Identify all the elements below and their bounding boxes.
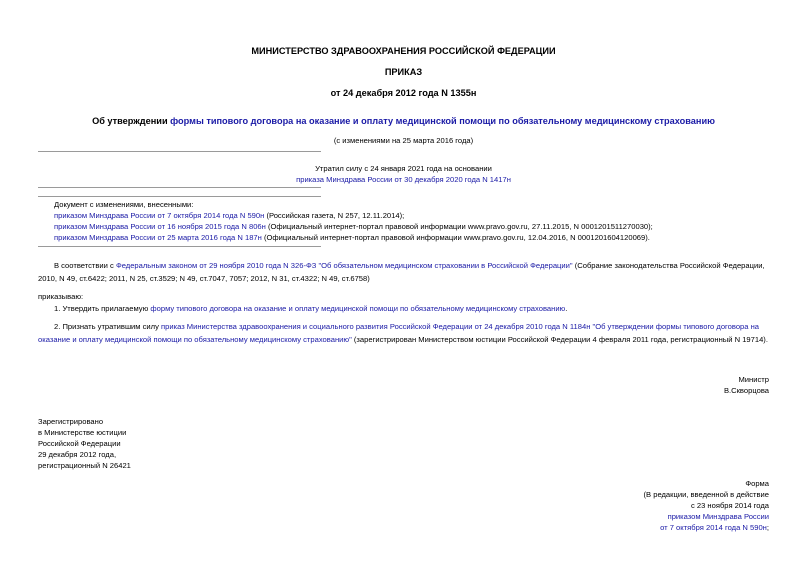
preamble-source: (Собрание законодательства Российской Федерации, 2010, N 49, ст.6422; 2011, N 25, ст.3529; N 49, ст.7047, 7057; 2012, N 31, ст.4322; N 49, ст.6758) — [38, 261, 765, 283]
divider — [38, 246, 321, 247]
signature-name: В.Скворцова — [723, 386, 769, 395]
amendment-item — [54, 210, 404, 221]
clause-2 — [38, 321, 769, 346]
clause-1-end: . — [565, 304, 568, 313]
amendment-link[interactable]: приказом Минздрава России от 16 ноября 2015 года N 806н — [54, 222, 266, 231]
registration-line: регистрационный N 26421 — [38, 461, 131, 470]
clause-2-text: 2. Признать утратившим силу — [54, 322, 161, 331]
order-word: ПРИКАЗ — [384, 67, 423, 77]
document-title — [0, 116, 807, 126]
registration-line: в Министерстве юстиции — [38, 428, 127, 437]
form-word: Форма — [745, 479, 769, 488]
clause-1 — [54, 303, 567, 314]
registration-line: Зарегистрировано — [38, 417, 104, 426]
amendment-source: (Официальный интернет-портал правовой информации www.pravo.gov.ru, 27.11.2015, N 0001201511270030); — [265, 222, 653, 231]
form-edition-order — [660, 522, 769, 533]
signature-role: Министр — [738, 375, 769, 384]
amendment-source: (Российская газета, N 257, 12.11.2014); — [264, 211, 405, 220]
clause-1-text: 1. Утвердить прилагаемую — [54, 304, 151, 313]
expired-link[interactable]: приказа Минздрава России от 30 декабря 2020 года N 1417н — [296, 175, 511, 184]
amendment-item — [54, 221, 653, 232]
order-date: от 24 декабря 2012 года N 1355н — [330, 88, 477, 98]
expired-line: Утратил силу с 24 января 2021 года на основании — [315, 164, 492, 173]
amendment-link[interactable]: приказом Минздрава России от 7 октября 2014 года N 590н — [54, 211, 265, 220]
ministry-name: МИНИСТЕРСТВО ЗДРАВООХРАНЕНИЯ РОССИЙСКОЙ ФЕДЕРАЦИИ — [251, 46, 556, 56]
form-edition-date: с 23 ноября 2014 года — [690, 501, 769, 510]
divider — [38, 187, 321, 188]
amendment-link[interactable]: приказом Минздрава России от 25 марта 2016 года N 187н — [54, 233, 262, 242]
divider — [38, 196, 321, 197]
amendment-source: (Официальный интернет-портал правовой информации www.pravo.gov.ru, 12.04.2016, N 0001201604120069). — [261, 233, 650, 242]
form-edition-link[interactable]: приказом Минздрава России — [667, 512, 769, 521]
registration-line: Российской Федерации — [38, 439, 121, 448]
title-link[interactable]: формы типового договора на оказание и оплату медицинской помощи по обязательному медицинскому страхованию — [170, 116, 715, 126]
repealed-order-link[interactable]: приказ Министерства здравоохранения и социального развития Российской Федерации от 24 декабря 2010 года N 1184н "Об утверждении формы типового договора на оказание и оплату медицинской помощи по обязательному медицинскому страхованию" — [38, 322, 760, 344]
title-prefix: Об утверждении — [92, 116, 171, 126]
form-edition-line: (В редакции, введенной в действие — [643, 490, 769, 499]
form-edition-tail: ; — [766, 523, 769, 532]
divider — [38, 151, 321, 152]
registration-line: 29 декабря 2012 года, — [38, 450, 117, 459]
preamble-paragraph — [38, 260, 769, 285]
form-link[interactable]: форму типового договора на оказание и оплату медицинской помощи по обязательному медицинскому страхованию — [150, 304, 566, 313]
form-edition-link-date[interactable]: от 7 октября 2014 года N 590н — [660, 523, 767, 532]
preamble-text: В соответствии с — [54, 261, 116, 270]
changes-note: (с изменениями на 25 марта 2016 года) — [333, 136, 474, 145]
clause-2-source: (зарегистрирован Министерством юстиции Российской Федерации 4 февраля 2011 года, регистрационный N 19714). — [351, 334, 768, 344]
orders-word: приказываю: — [38, 292, 84, 301]
federal-law-link[interactable]: Федеральным законом от 29 ноября 2010 года N 326-ФЗ "Об обязательном медицинском страховании в Российской Федерации" — [115, 261, 573, 270]
amendment-item — [54, 232, 650, 243]
amendments-intro: Документ с изменениями, внесенными: — [54, 200, 194, 209]
